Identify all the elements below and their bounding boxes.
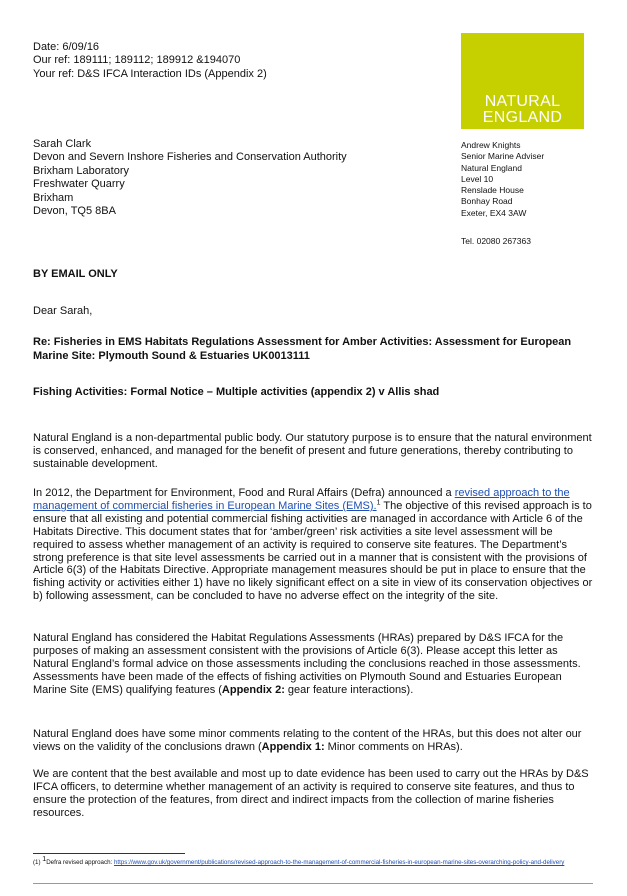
by-email-only: BY EMAIL ONLY xyxy=(33,268,118,280)
logo-line-2: ENGLAND xyxy=(482,109,563,126)
sender-line: Bonhay Road xyxy=(461,196,513,207)
sender-address xyxy=(461,140,544,219)
footnote-url-link[interactable]: https://www.gov.uk/government/publications/revised-approach-to-the-management-of-commercial-fisheries-in-european-marine-sites-overarching-policy-and-delivery xyxy=(113,859,565,866)
sender-line: Renslade House xyxy=(461,185,524,196)
your-ref-line: Your ref: D&S IFCA Interaction IDs (Appendix 2) xyxy=(33,67,267,80)
re-heading: Re: Fisheries in EMS Habitats Regulations Assessment for Amber Activities: Assessment for European Marine Site: Plymouth Sound & Estuaries UK0013111 xyxy=(33,336,572,362)
our-ref-line: Our ref: 189111; 189112; 189912 &194070 xyxy=(33,54,241,67)
p2-before: In 2012, the Department for Environment, Food and Rural Affairs (Defra) announced a xyxy=(33,487,455,499)
natural-england-logo xyxy=(461,33,584,129)
sender-line: Senior Marine Adviser xyxy=(461,151,545,162)
sender-line: Level 10 xyxy=(461,173,494,184)
sender-line: Natural England xyxy=(461,162,522,173)
recipient-line: Brixham Laboratory xyxy=(33,164,129,177)
recipient-line: Brixham xyxy=(33,191,74,204)
paragraph-minor-comments xyxy=(33,728,593,754)
footnote-divider xyxy=(33,853,185,854)
paragraph-evidence: We are content that the best available and most up to date evidence has been used to carry out the HRAs by D&S IFCA officers, to determine whether management of an activity is required to conserve site features, and thus to ensure the protection of the features, from direct and indirect impacts from the collection of marine fisheries resources. xyxy=(33,768,589,819)
paragraph-purpose: Natural England is a non-departmental public body. Our statutory purpose is to ensure that the natural environment is conserved, enhanced, and managed for the benefit of present and future generations, thereby contributing to sustainable development. xyxy=(33,432,592,470)
p4-end: Minor comments on HRAs). xyxy=(324,740,463,753)
footnote-ref[interactable]: 1 xyxy=(376,499,381,507)
p2-after: The objective of this revised approach is to ensure that all existing and potential commercial fishing activities are managed in accordance with Article 6 of the Habitats Directive. This document states that for ‘amber/green’ risk activities a site level assessment will be required to assess whether management of an activity is required to conserve site features. The Department’s strong preference is that site level assessments be carried out in a manner that is consistent with the provisions of Article 6(3) of the Habitats Directive. Appropriate management measures should be put in place to ensure that the fishing activity or activities either 1) have no likely significant effect on a site in view of its conservation objectives or b) following assessment, can be concluded to have no adverse effect on the integrity of the site. xyxy=(33,499,593,603)
p4-text: Natural England does have some minor comments relating to the content of the HRAs, but this does not alter our views on the validity of the conclusions drawn ( xyxy=(33,728,582,753)
footnote xyxy=(33,855,593,867)
paragraph-defra xyxy=(33,487,593,603)
recipient-line: Sarah Clark xyxy=(33,138,92,150)
letter-meta xyxy=(33,41,267,81)
sender-telephone: Tel. 02080 267363 xyxy=(461,236,531,246)
logo-line-1: NATURAL xyxy=(484,93,561,110)
footnote-label: Defra revised approach: xyxy=(46,859,114,866)
sender-line: Exeter, EX4 3AW xyxy=(461,207,527,218)
paragraph-hra xyxy=(33,632,593,697)
appendix-1-ref: Appendix 1: xyxy=(261,740,325,753)
appendix-2-ref: Appendix 2: xyxy=(221,683,285,696)
date-line: Date: 6/09/16 xyxy=(33,41,100,53)
recipient-address xyxy=(33,138,347,218)
fishing-activities-heading: Fishing Activities: Formal Notice – Multiple activities (appendix 2) v Allis shad xyxy=(33,386,440,398)
recipient-line: Freshwater Quarry xyxy=(33,178,125,191)
footnote-bottom-rule xyxy=(33,883,593,884)
p3-text: Natural England has considered the Habitat Regulations Assessments (HRAs) prepared by D&S IFCA for the purposes of making an assessment consistent with the provisions of Article 6(3). Please accept this letter as Natural England’s formal advice on those assessments including the conclusions reached in those assessments. Assessments have been made of the effects of fishing activities on Plymouth Sound and Estuaries European Marine Site (EMS) qualifying features ( xyxy=(33,632,581,696)
sender-line: Andrew Knights xyxy=(461,140,521,150)
footnote-marker: (1) xyxy=(33,859,41,866)
p3-end: gear feature interactions). xyxy=(284,683,414,696)
recipient-line: Devon, TQ5 8BA xyxy=(33,205,116,218)
recipient-line: Devon and Severn Inshore Fisheries and Conservation Authority xyxy=(33,151,347,164)
revised-approach-link[interactable]: revised approach to the management of commercial fisheries in European Marine Sites (EMS). xyxy=(33,487,570,512)
salutation: Dear Sarah, xyxy=(33,305,93,317)
footnote-sup: 1 xyxy=(42,855,47,863)
